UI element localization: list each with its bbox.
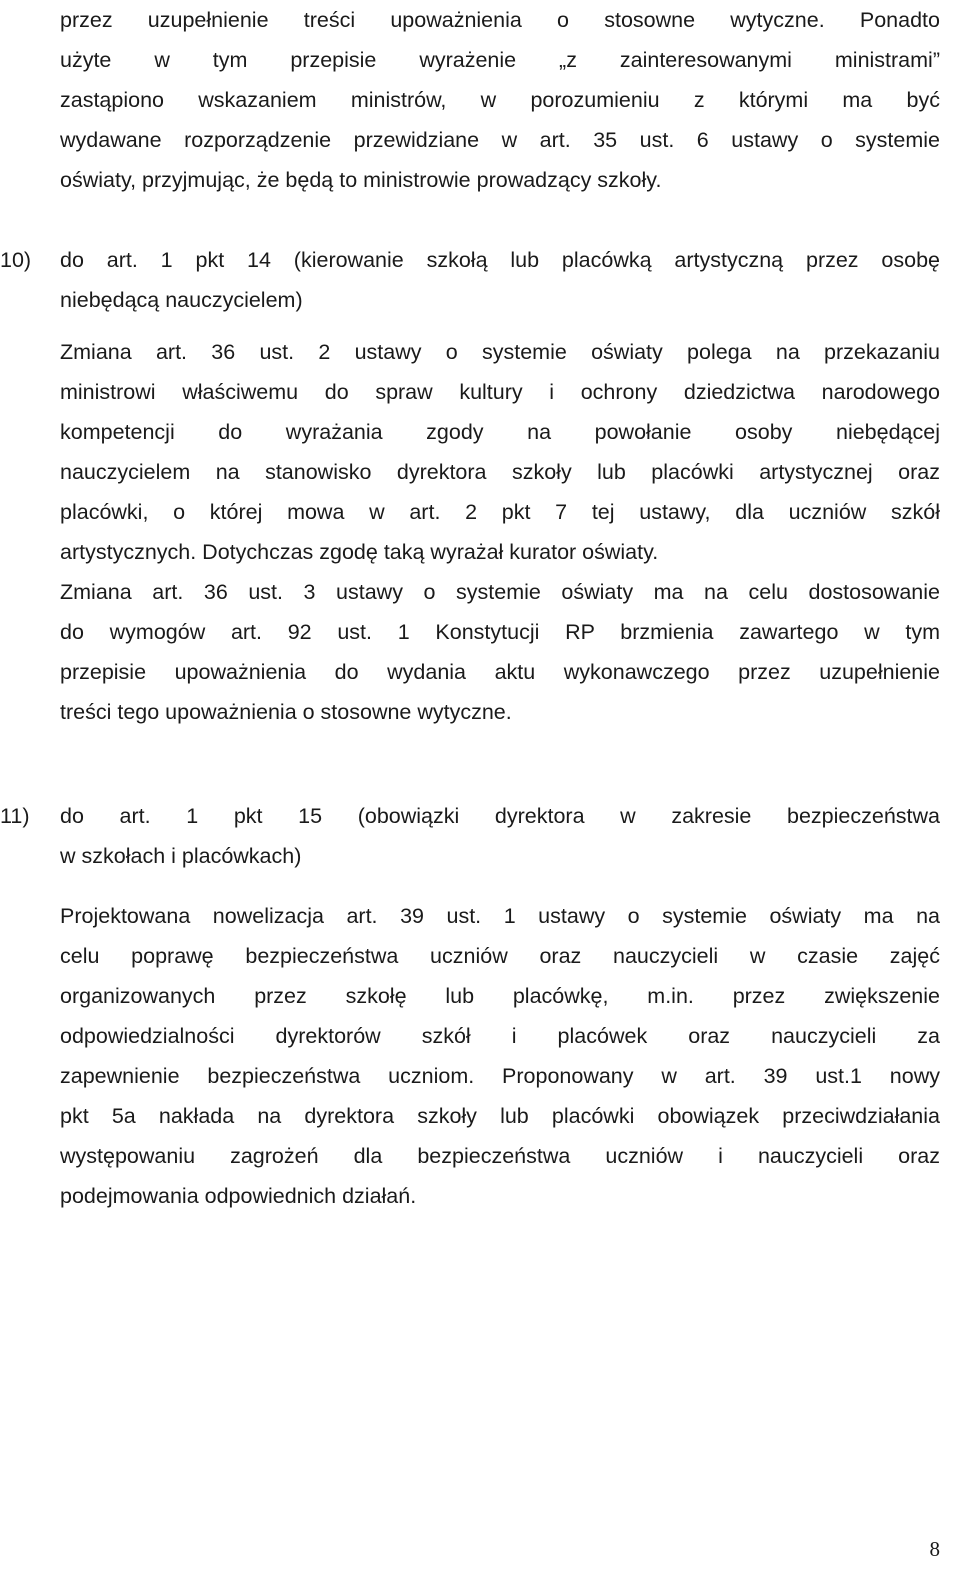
text-line: Projektowana nowelizacja art. 39 ust. 1 ustawy o systemie oświaty ma na (60, 904, 940, 928)
text-line: kompetencji do wyrażania zgody na powołanie osoby niebędącej (60, 420, 940, 444)
text-line: Zmiana art. 36 ust. 3 ustawy o systemie oświaty ma na celu dostosowanie (60, 580, 940, 604)
page-number: 8 (929, 1537, 940, 1561)
item-10 (0, 240, 940, 732)
item-11-paragraph-1 (60, 896, 940, 1216)
text-line: celu poprawę bezpieczeństwa uczniów oraz nauczycieli w czasie zajęć (60, 944, 940, 968)
text-line: przepisie upoważnienia do wydania aktu wykonawczego przez uzupełnienie (60, 660, 940, 684)
item-10-heading-line (0, 240, 940, 280)
text-line: do wymogów art. 92 ust. 1 Konstytucji RP brzmienia zawartego w tym (60, 620, 940, 644)
intro-paragraph (60, 0, 940, 200)
text-line: zastąpiono wskazaniem ministrów, w porozumieniu z którymi ma być (60, 88, 940, 112)
item-10-paragraph-2 (60, 572, 940, 732)
text-line: Zmiana art. 36 ust. 2 ustawy o systemie oświaty polega na przekazaniu (60, 340, 940, 364)
text-line: oświaty, przyjmując, że będą to ministrowie prowadzący szkoły. (60, 168, 662, 192)
text-line: pkt 5a nakłada na dyrektora szkoły lub placówki obowiązek przeciwdziałania (60, 1104, 940, 1128)
item-10-paragraph-1 (60, 332, 940, 572)
text-line: treści tego upoważnienia o stosowne wytyczne. (60, 700, 512, 724)
text-line: nauczycielem na stanowisko dyrektora szkoły lub placówki artystycznej oraz (60, 460, 940, 484)
text-line: użyte w tym przepisie wyrażenie „z zainteresowanymi ministrami” (60, 48, 940, 72)
item-heading-text: do art. 1 pkt 15 (obowiązki dyrektora w zakresie bezpieczeństwa (60, 804, 940, 828)
text-line: zapewnienie bezpieczeństwa uczniom. Proponowany w art. 39 ust.1 nowy (60, 1064, 940, 1088)
text-line: organizowanych przez szkołę lub placówkę, m.in. przez zwiększenie (60, 984, 940, 1008)
item-11-heading-line: w szkołach i placówkach) (60, 844, 302, 868)
text-line: artystycznych. Dotychczas zgodę taką wyrażał kurator oświaty. (60, 540, 659, 564)
text-line: wydawane rozporządzenie przewidziane w art. 35 ust. 6 ustawy o systemie (60, 128, 940, 152)
item-heading-text: do art. 1 pkt 14 (kierowanie szkołą lub placówką artystyczną przez osobę (60, 248, 940, 272)
item-number: 11) (0, 804, 30, 828)
text-line: placówki, o której mowa w art. 2 pkt 7 tej ustawy, dla uczniów szkół (60, 500, 940, 524)
item-number: 10) (0, 248, 32, 272)
text-line: ministrowi właściwemu do spraw kultury i ochrony dziedzictwa narodowego (60, 380, 940, 404)
item-11-heading-line (0, 796, 940, 836)
text-line: przez uzupełnienie treści upoważnienia o stosowne wytyczne. Ponadto (60, 8, 940, 32)
text-line: podejmowania odpowiednich działań. (60, 1184, 417, 1208)
text-line: odpowiedzialności dyrektorów szkół i placówek oraz nauczycieli za (60, 1024, 940, 1048)
item-11 (0, 796, 940, 1216)
text-line: występowaniu zagrożeń dla bezpieczeństwa uczniów i nauczycieli oraz (60, 1144, 940, 1168)
item-10-heading-line: niebędącą nauczycielem) (60, 288, 303, 312)
